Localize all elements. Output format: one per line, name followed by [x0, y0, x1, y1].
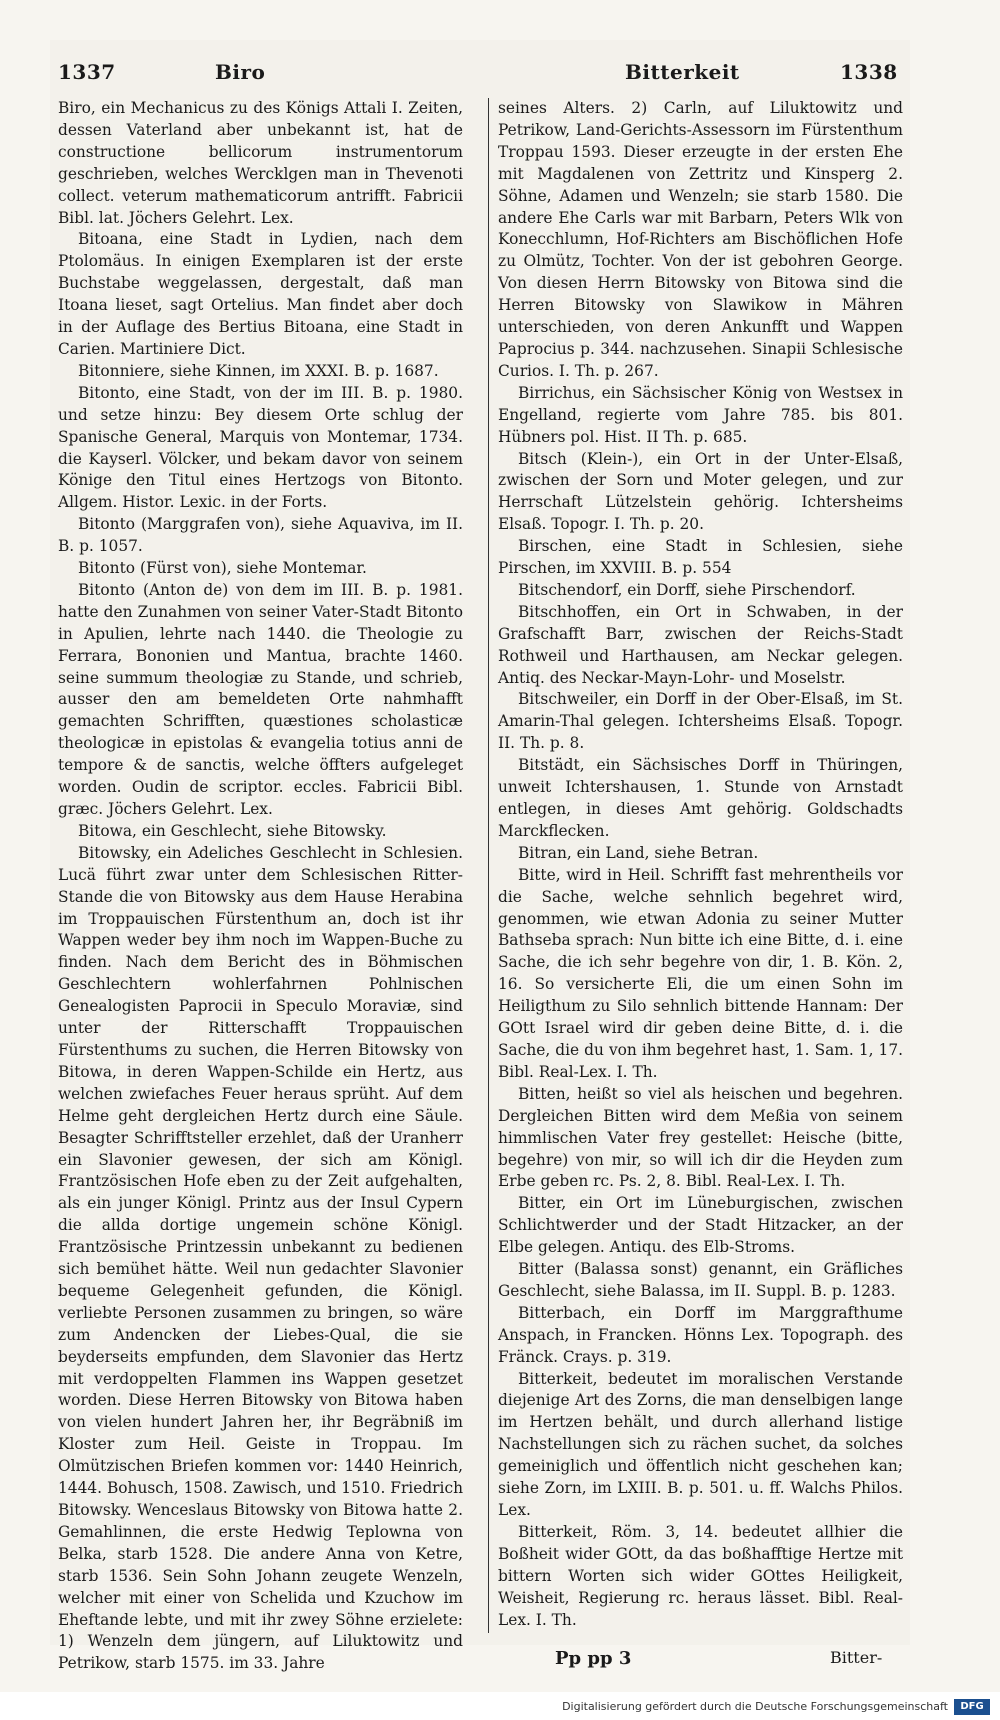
- entry-paragraph: Bitowsky, ein Adeliches Geschlecht in Schlesien. Lucä führt zwar unter dem Schlesischen Ritter-Stande die von Bitowsky aus dem Hause Herabina im Troppauischen Fürstenthum an, doch ist ihr Wappen weder bey ihm noch im Wappen-Buche zu finden. Nach dem Bericht des in Böhmischen Geschlechtern wohlerfahrnen Pohlnischen Genealogisten Paprocii in Speculo Moraviæ, sind unter der Ritterschafft Troppauischen Fürstenthums zu suchen, die Herren Bitowsky von Bitowa, in deren Wappen-Schilde ein Hertz, aus welchen zwiefaches Feuer heraus sprüht. Auf dem Helme geht dergleichen Hertz durch eine Säule. Besagter Schrifftsteller erzehlet, daß der Uranherr ein Slavonier gewesen, der sich am Königl. Frantzösischen Hofe eben zu der Zeit aufgehalten, als ein junger Königl. Printz aus der Insul Cypern die allda dortige ungemein schöne Königl. Frantzösische Printzessin unbekannt zu bedienen sich bemühet hätte. Weil nun gedachter Slavonier bequeme Gelegenheit gefunden, die Königl. verliebte Personen zusammen zu bringen, so wäre zum Andencken der Liebes-Qual, die sie beyderseits empfunden, dem Slavonier das Hertz mit verdoppelten Flammen ins Wappen gesetzet worden. Diese Herren Bitowsky von Bitowa haben von vielen hundert Jahren her, ihr Begräbniß im Kloster zum Heil. Geiste in Troppau. Im Olmützischen Briefen kommen vor: 1440 Heinrich, 1444. Bohusch, 1508. Zawisch, und 1510. Friedrich Bitowsky. Wenceslaus Bitowsky von Bitowa hatte 2. Gemahlinnen, die erste Hedwig Teplowna von Belka, starb 1528. Die andere Anna von Ketre, starb 1536. Sein Sohn Johann zeugete Wenzeln, welcher mit einer von Schelida und Kzuchow im Eheftande lebte, und mit ihr zwey Söhne erzielete: 1) Wenzeln dem jüngern, auf Liluktowitz und Petrikow, starb 1575. im 33. Jahre: [58, 843, 463, 1673]
- entry-paragraph: Bitonto (Marggrafen von), siehe Aquaviva, im II. B. p. 1057.: [58, 515, 463, 556]
- left-column: [58, 98, 463, 1675]
- column-divider: [488, 98, 489, 1633]
- entry-paragraph: Bitter (Balassa sonst) genannt, ein Gräfliches Geschlecht, siehe Balassa, im II. Suppl. B. p. 1283.: [498, 1260, 903, 1300]
- entry-paragraph: Bitowa, ein Geschlecht, siehe Bitowsky.: [78, 821, 387, 840]
- entry-paragraph: Bitschendorf, ein Dorff, siehe Pirschendorf.: [518, 580, 856, 599]
- page-number-left: 1337: [58, 60, 116, 84]
- right-column: [498, 98, 903, 1631]
- entry-paragraph: Bitten, heißt so viel als heischen und begehren. Dergleichen Bitten wird dem Meßia von seinem himmlischen Vater frey gestellet: Heische (bitte, begehre) von mir, so will ich dir die Heyden zum Erbe geben rc. Ps. 2, 8. Bibl. Real-Lex. I. Th.: [498, 1084, 903, 1191]
- entry-paragraph: Biro, ein Mechanicus zu des Königs Attali I. Zeiten, dessen Vaterland aber unbekannt ist, hat de constructione bellicorum instrumentorum geschrieben, welches Wercklgen man in Thevenoti collect. veterum mathematicorum antrifft. Fabricii Bibl. lat. Jöchers Gelehrt. Lex.: [58, 99, 463, 227]
- entry-paragraph: seines Alters. 2) Carln, auf Liluktowitz und Petrikow, Land-Gerichts-Assessorn im Fürstenthum Troppau 1593. Dieser erzeugte in der ersten Ehe mit Magdalenen von Zettritz und Kinsperg 2. Söhne, Adamen und Wenzeln; sie starb 1580. Die andere Ehe Carls war mit Barbarn, Peters Wlk von Konecchlumn, Hof-Richters am Bischöflichen Hofe zu Olmütz, Tochter. Von der ist gebohren George. Von diesen Herrn Bitowsky von Bitowa sind die Herren Bitowsky von Slawikow in Mähren unterschieden, von deren Ankunfft und Wappen Paprocius p. 344. nachzusehen. Sinapii Schlesische Curios. I. Th. p. 267.: [498, 99, 903, 380]
- entry-paragraph: Bitonto (Anton de) von dem im III. B. p. 1981. hatte den Zunahmen von seiner Vater-Stadt Bitonto in Apulien, lehrte nach 1440. die Theologie zu Ferrara, Bononien und Mantua, brachte 1460. seine summum theologiæ zu Stande, und schrieb, ausser den am bemeldeten Orte nahmhafft gemachten Schrifften, quæstiones scholasticæ theologicæ in epistolas & evangelia totius anni de tempore & de sanctis, welche öffters aufgeleget worden. Oudin de scriptor. eccles. Fabricii Bibl. græc. Jöchers Gelehrt. Lex.: [58, 580, 463, 818]
- entry-paragraph: Bitstädt, ein Sächsisches Dorff in Thüringen, unweit Ichtershausen, 1. Stunde von Arnstadt entlegen, in dieses Amt gehörig. Goldschadts Marckflecken.: [498, 756, 903, 840]
- entry-paragraph: Bitran, ein Land, siehe Betran.: [518, 843, 759, 862]
- digitization-note: Digitalisierung gefördert durch die Deutsche Forschungsgemeinschaft: [562, 1700, 948, 1713]
- entry-paragraph: Bitoana, eine Stadt in Lydien, nach dem Ptolomäus. In einigen Exemplaren ist der erste Buchstabe weggelassen, dergestalt, daß man Itoana lieset, sagt Ortelius. Man findet aber doch in der Auflage des Bertius Bitoana, eine Stadt in Carien. Martiniere Dict.: [58, 230, 463, 358]
- entry-paragraph: Bitsch (Klein-), ein Ort in der Unter-Elsaß, zwischen der Sorn und Moter gelegen, und zur Herrschaft Lützelstein gehörig. Ichtersheims Elsaß. Topogr. I. Th. p. 20.: [498, 449, 903, 534]
- entry-paragraph: Bitterkeit, Röm. 3, 14. bedeutet allhier die Boßheit wider GOtt, da das boßhafftige Hertze mit bittern Worten sich wider GOttes Heiligkeit, Weisheit, Regierung rc. heraus lässet. Bibl. Real-Lex. I. Th.: [498, 1522, 903, 1629]
- entry-paragraph: Bitschweiler, ein Dorff in der Ober-Elsaß, im St. Amarin-Thal gelegen. Ichtersheims Elsaß. Topogr. II. Th. p. 8.: [498, 690, 903, 753]
- entry-paragraph: Birrichus, ein Sächsischer König von Westsex in Engelland, regierte vom Jahre 785. bis 801. Hübners pol. Hist. II Th. p. 685.: [498, 383, 903, 446]
- catchword: Bitter-: [830, 1648, 883, 1667]
- entry-paragraph: Bitonto (Fürst von), siehe Montemar.: [78, 559, 367, 578]
- dfg-logo: DFG: [954, 1699, 990, 1715]
- signature-mark: Pp pp 3: [555, 1648, 632, 1669]
- page-header: [50, 40, 910, 92]
- entry-paragraph: Bitterbach, ein Dorff im Marggrafthume Anspach, in Francken. Hönns Lex. Topograph. des Fränck. Crays. p. 319.: [498, 1303, 903, 1366]
- entry-paragraph: Bitonniere, siehe Kinnen, im XXXI. B. p. 1687.: [78, 361, 439, 380]
- entry-paragraph: Bitter, ein Ort im Lüneburgischen, zwischen Schlichtwerder und der Stadt Hitzacker, an der Elbe gelegen. Antiqu. des Elb-Stroms.: [498, 1194, 903, 1257]
- entry-paragraph: Bitschhoffen, ein Ort in Schwaben, in der Grafschafft Barr, zwischen der Reichs-Stadt Rothweil und Harthausen, am Neckar gelegen. Antiq. des Neckar-Mayn-Lohr- und Moselstr.: [498, 602, 903, 687]
- page-number-right: 1338: [840, 60, 898, 84]
- entry-paragraph: Birschen, eine Stadt in Schlesien, siehe Pirschen, im XXVIII. B. p. 554: [498, 537, 903, 578]
- header-word-right: Bitterkeit: [625, 60, 740, 84]
- entry-paragraph: Bitterkeit, bedeutet im moralischen Verstande diejenige Art des Zorns, die man denselbigen lange im Hertzen behält, und durch allerhand listige Nachstellungen sich zu rächen suchet, da solches gemeiniglich und öffentlich nicht geschehen kan; siehe Zorn, im LXIII. B. p. 501. u. ff. Walchs Philos. Lex.: [498, 1369, 903, 1519]
- entry-paragraph: Bitonto, eine Stadt, von der im III. B. p. 1980. und setze hinzu: Bey diesem Orte schlug der Spanische General, Marquis von Montemar, 1734. die Kayserl. Völcker, und bekam davor von seinem Könige den Titul eines Hertzogs von Bitonto. Allgem. Histor. Lexic. in der Forts.: [58, 383, 463, 512]
- digitization-footer: [0, 1692, 1000, 1720]
- entry-paragraph: Bitte, wird in Heil. Schrifft fast mehrentheils vor die Sache, welche sehnlich begehret wird, genommen, wie etwan Adonia zu seiner Mutter Bathseba sprach: Nun bitte ich eine Bitte, d. i. eine Sache, die ich sehr begehre von dir, 1. B. Kön. 2, 16. So versicherte Eli, die um einen Sohn im Heiligthum zu Silo sehnlich bittende Hannam: Der GOtt Israel wird dir geben deine Bitte, d. i. die Sache, die du von ihm begehret hast, 1. Sam. 1, 17. Bibl. Real-Lex. I. Th.: [498, 865, 903, 1081]
- scanned-page: [50, 40, 910, 1673]
- header-word-left: Biro: [215, 60, 266, 84]
